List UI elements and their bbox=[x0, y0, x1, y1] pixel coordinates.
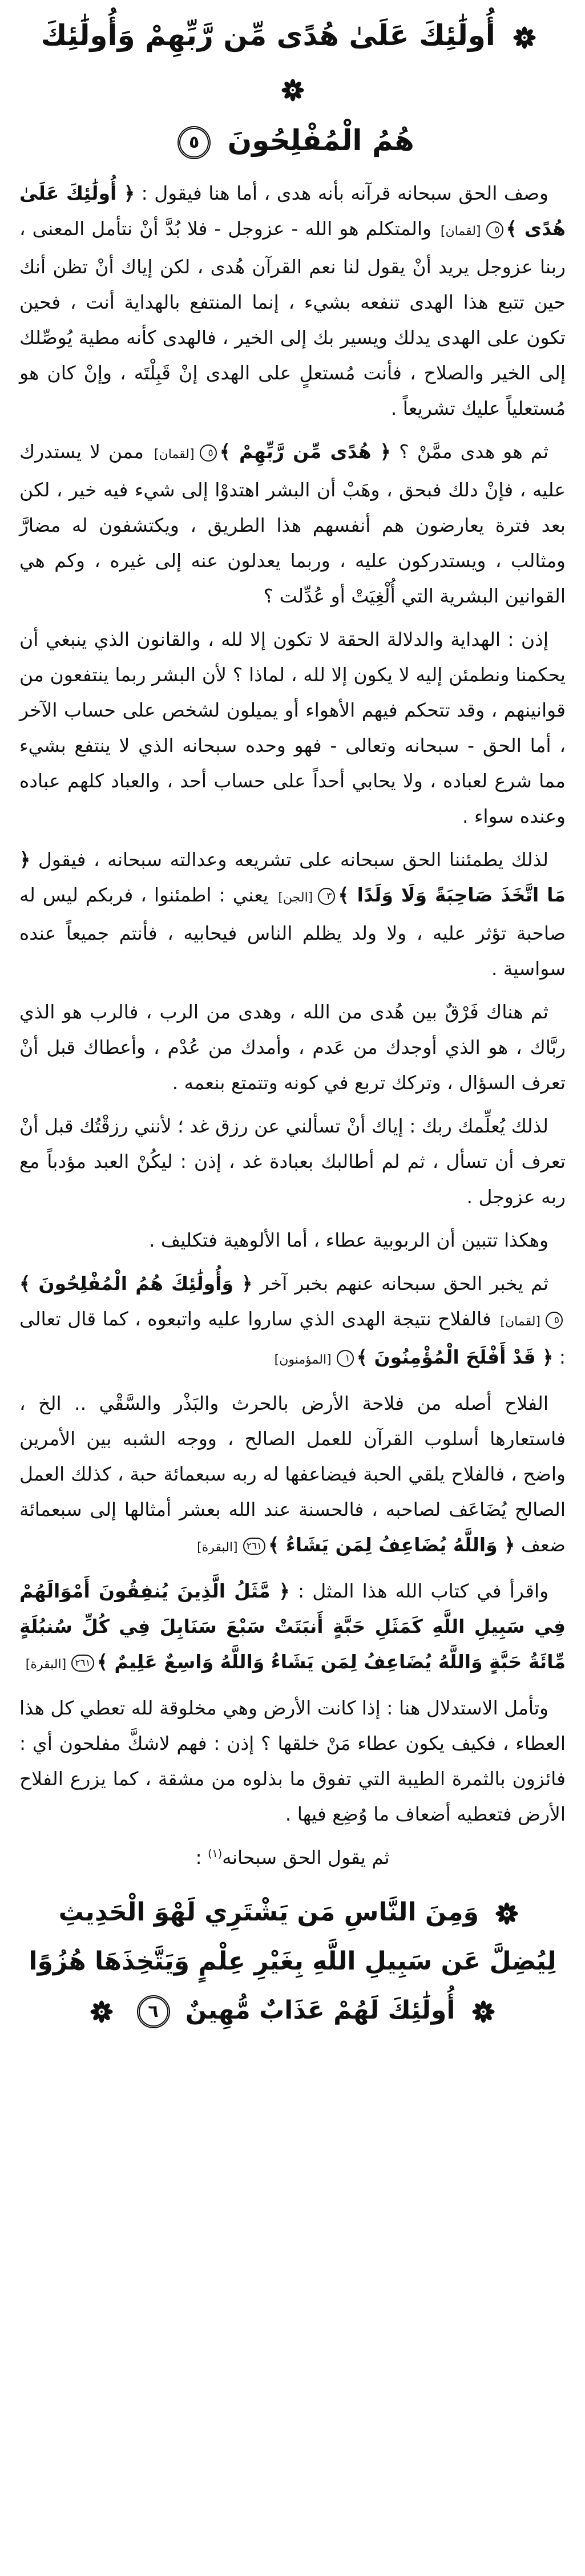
header-verse-line-2 bbox=[19, 114, 566, 167]
surah-reference: [الجن] bbox=[278, 891, 313, 905]
paragraph bbox=[19, 994, 566, 1101]
paragraph bbox=[19, 1691, 566, 1832]
quran-quote: ﴿ مَا اتَّخَذَ صَاحِبَةً وَلَا وَلَدًا ﴾ bbox=[19, 848, 566, 906]
verse-number: ٣ bbox=[318, 888, 335, 905]
header-verse-text-2: هُمُ الْمُفْلِحُونَ bbox=[227, 124, 414, 157]
paragraph bbox=[19, 1266, 566, 1378]
footer-verse-line-2 bbox=[19, 1937, 566, 1986]
ornament-icon bbox=[281, 79, 304, 102]
ornament-icon bbox=[472, 2000, 495, 2023]
paragraph-text: الفلاح أصله من فلاحة الأرض بالحرث والبَذْر والسَّقْي .. الخ ، فاستعارها أسلوب القرآن للعمل الصالح ، ووجه الشبه بين الأمرين واضح ، فالفلاح يلقي الحبة فيضاعفها له ربه سبعمائة حبة ، كذلك العمل الصالح يُضَاعَف لصاحبه ، فالحسنة عند الله بعشر أمثالها إلى سبعمائة ضعف bbox=[19, 1392, 566, 1556]
footer-verse-line-1 bbox=[19, 1888, 566, 1937]
verse-number: ٦ bbox=[137, 1995, 170, 2028]
surah-reference: [البقرة] bbox=[25, 1657, 67, 1672]
verse-number: ٥ bbox=[546, 1312, 563, 1329]
paragraph bbox=[19, 176, 566, 426]
paragraph-text: وتأمل الاستدلال هنا : إذا كانت الأرض وهي مخلوقة لله تعطي كل هذا العطاء ، فكيف يكون عطاء مَنْ خلقها ؟ إذن : فهم لاشكَّ مفلحون أي : فائزون بالثمرة الطيبة التي تفوق ما بذلوه من مشقة ، كما يزرع الفلاح الأرض فتعطيه أضعاف ما وُضِع فيها . bbox=[19, 1697, 566, 1825]
surah-reference: [لقمان] bbox=[154, 447, 195, 462]
paragraph bbox=[19, 1223, 566, 1258]
header-verse bbox=[19, 9, 566, 167]
paragraph bbox=[19, 434, 566, 614]
paragraph bbox=[19, 1840, 566, 1875]
footnote-marker: (١) bbox=[208, 1847, 223, 1860]
paragraph bbox=[19, 1574, 566, 1683]
header-verse-line-1 bbox=[19, 9, 566, 114]
footer-verse-text-2: لِيُضِلَّ عَن سَبِيلِ اللَّهِ بِغَيْرِ عِلْمٍ وَيَتَّخِذَهَا هُزُوًا bbox=[29, 1947, 556, 1976]
footer-verse-line-3 bbox=[19, 1986, 566, 2035]
quran-quote: ﴿ وَأُولَٰئِكَ هُمُ الْمُفْلِحُونَ ﴾ bbox=[19, 1272, 253, 1295]
paragraph-text: وصف الحق سبحانه قرآنه بأنه هدى ، أما هنا فيقول : bbox=[135, 182, 548, 204]
paragraph-text: ممن لا يستدرك عليه ، فإنْ دلك فبحق ، وهَبْ أن البشر اهتدوْا إلى شيء فيه خير ، لكن بعد فترة يعارضون هم أنفسهم هذا الطريق ، ويكتشفون له مضارَّ ومثالب ، ويستدركون عليه ، وربما يعدلون عنه إلى غيره ، وكم هي القوانين البشرية التي أُلْغِيَتْ أو عُدِّلت ؟ bbox=[19, 440, 566, 607]
ornament-icon bbox=[513, 26, 536, 49]
verse-number: ١ bbox=[337, 1350, 354, 1367]
verse-number: ٥ bbox=[486, 221, 503, 238]
paragraph-text: لذلك يُعلِّمك ربك : إياك أنْ تسألني عن رزق غد ؛ لأنني رزقْتُك قبل أنْ تعرف أن تسأل ، ثم لم أطالبك بعبادة غد ، إذن : ليكُنْ العبد مؤدباً مع ربه عزوجل . bbox=[19, 1115, 566, 1208]
paragraph-text: ثم هو هدى ممَّنْ ؟ bbox=[391, 440, 548, 463]
paragraph bbox=[19, 1109, 566, 1215]
paragraph-text: والمتكلم هو الله - عزوجل - فلا بُدَّ أنْ نتأمل المعنى ، ربنا عزوجل يريد أنْ يقول لنا نعم القرآن هُدى ، لكن إياك أنْ تظن أنك حين تتبع هذا الهدى تنفعه بشيء ، إنما المنتفع بالهداية أنت ، فحين تكون على الهدى يدلك ويسير بك إلى الخير ، فالهدى كأنه مطية يُوصِّلك إلى الخير والصلاح ، فأنت مُستعلٍ على الهدى إنْ قَبِلْتَه ، وإنْ كان هو مُستعلياً عليك تشريعاً . bbox=[19, 217, 566, 419]
ornament-icon bbox=[90, 2000, 113, 2023]
paragraph-text: ثم يقول الحق سبحانه bbox=[222, 1846, 390, 1869]
paragraph-text: ثم يخبر الحق سبحانه عنهم بخبر آخر bbox=[252, 1272, 549, 1295]
paragraph-text: يعني : اطمئنوا ، فربكم ليس له صاحبة تؤثر عليه ، ولا ولد يظلم الناس فيحابيه ، فأنتم جميعاً عنده سواسية . bbox=[19, 884, 566, 980]
footer-verse bbox=[19, 1888, 566, 2035]
quran-quote: ﴿ قَدْ أَفْلَحَ الْمُؤْمِنُونَ ﴾ bbox=[356, 1346, 554, 1368]
commentary-body bbox=[19, 176, 566, 1875]
paragraph-text: : bbox=[195, 1846, 208, 1869]
verse-number: ٢٦١ bbox=[71, 1655, 94, 1672]
footer-verse-text-3: أُولَٰئِكَ لَهُمْ عَذَابٌ مُّهِينٌ bbox=[185, 1996, 455, 2025]
ornament-icon bbox=[495, 1902, 518, 1925]
surah-reference: [لقمان] bbox=[440, 224, 481, 238]
paragraph-text: وهكذا تتبين أن الربوبية عطاء ، أما الألوهية فتكليف . bbox=[148, 1229, 548, 1251]
surah-reference: [البقرة] bbox=[197, 1540, 238, 1555]
verse-number: ٥ bbox=[177, 126, 211, 159]
surah-reference: [لقمان] bbox=[500, 1315, 540, 1329]
quran-quote: ﴿ مَّثَلُ الَّذِينَ يُنفِقُونَ أَمْوَالَهُمْ فِي سَبِيلِ اللَّهِ كَمَثَلِ حَبَّةٍ أَنبَتَتْ سَبْعَ سَنَابِلَ فِي كُلِّ سُنبُلَةٍ مِّائَةُ حَبَّةٍ وَاللَّهُ يُضَاعِفُ لِمَن يَشَاءُ وَاللَّهُ وَاسِعٌ عَلِيمٌ ﴾ bbox=[19, 1580, 566, 1673]
paragraph-text: فالفلاح نتيجة الهدى الذي ساروا عليه واتبعوه ، كما قال تعالى : bbox=[19, 1308, 566, 1368]
paragraph bbox=[19, 842, 566, 986]
surah-reference: [المؤمنون] bbox=[274, 1353, 332, 1367]
footer-verse-text-1: وَمِنَ النَّاسِ مَن يَشْتَرِي لَهْوَ الْحَدِيثِ bbox=[58, 1898, 479, 1927]
quran-quote: ﴿ أُولَٰئِكَ عَلَىٰ هُدًى ﴾ bbox=[19, 182, 566, 240]
verse-number: ٥ bbox=[200, 444, 217, 462]
paragraph-text: إذن : الهداية والدلالة الحقة لا تكون إلا لله ، والقانون الذي ينبغي أن يحكمنا ونطمئن إليه لا يكون إلا لله ، لماذا ؟ لأن البشر ربما ينتفعون من قوانينهم ، وقد تتحكم فيهم الأهواء أو يميلون لشخص على حساب الآخر ، أما الحق - سبحانه وتعالى - فهو وحده سبحانه الذي لا ينتفع بشيء مما شرع لعباده ، ولا يحابي أحداً على حساب أحد ، والعباد كلهم عباده وعنده سواء . bbox=[19, 628, 566, 827]
paragraph-text: ثم هناك فَرْقٌ بين هُدى من الله ، وهدى من الرب ، فالرب هو الذي ربَّاك ، هو الذي أوجدك من عَدم ، وأمدك من عُدْم ، وأعطاك قبل أنْ تعرف السؤال ، وتركك تربع في كونه وتتمتع بنعمه . bbox=[19, 1001, 566, 1094]
header-verse-text-1: أُولَٰئِكَ عَلَىٰ هُدًى مِّن رَّبِّهِمْ وَأُولَٰئِكَ bbox=[41, 19, 495, 52]
verse-number: ٢٦١ bbox=[243, 1538, 265, 1555]
paragraph-text: واقرأ في كتاب الله هذا المثل : bbox=[289, 1580, 548, 1602]
quran-quote: ﴿ وَاللَّهُ يُضَاعِفُ لِمَن يَشَاءُ ﴾ bbox=[268, 1534, 515, 1556]
paragraph-text: لذلك يطمئننا الحق سبحانه على تشريعه وعدالته سبحانه ، فيقول bbox=[30, 848, 548, 871]
quran-quote: ﴿ هُدًى مِّن رَّبِّهِمْ ﴾ bbox=[219, 440, 391, 463]
paragraph bbox=[19, 622, 566, 834]
paragraph bbox=[19, 1386, 566, 1566]
